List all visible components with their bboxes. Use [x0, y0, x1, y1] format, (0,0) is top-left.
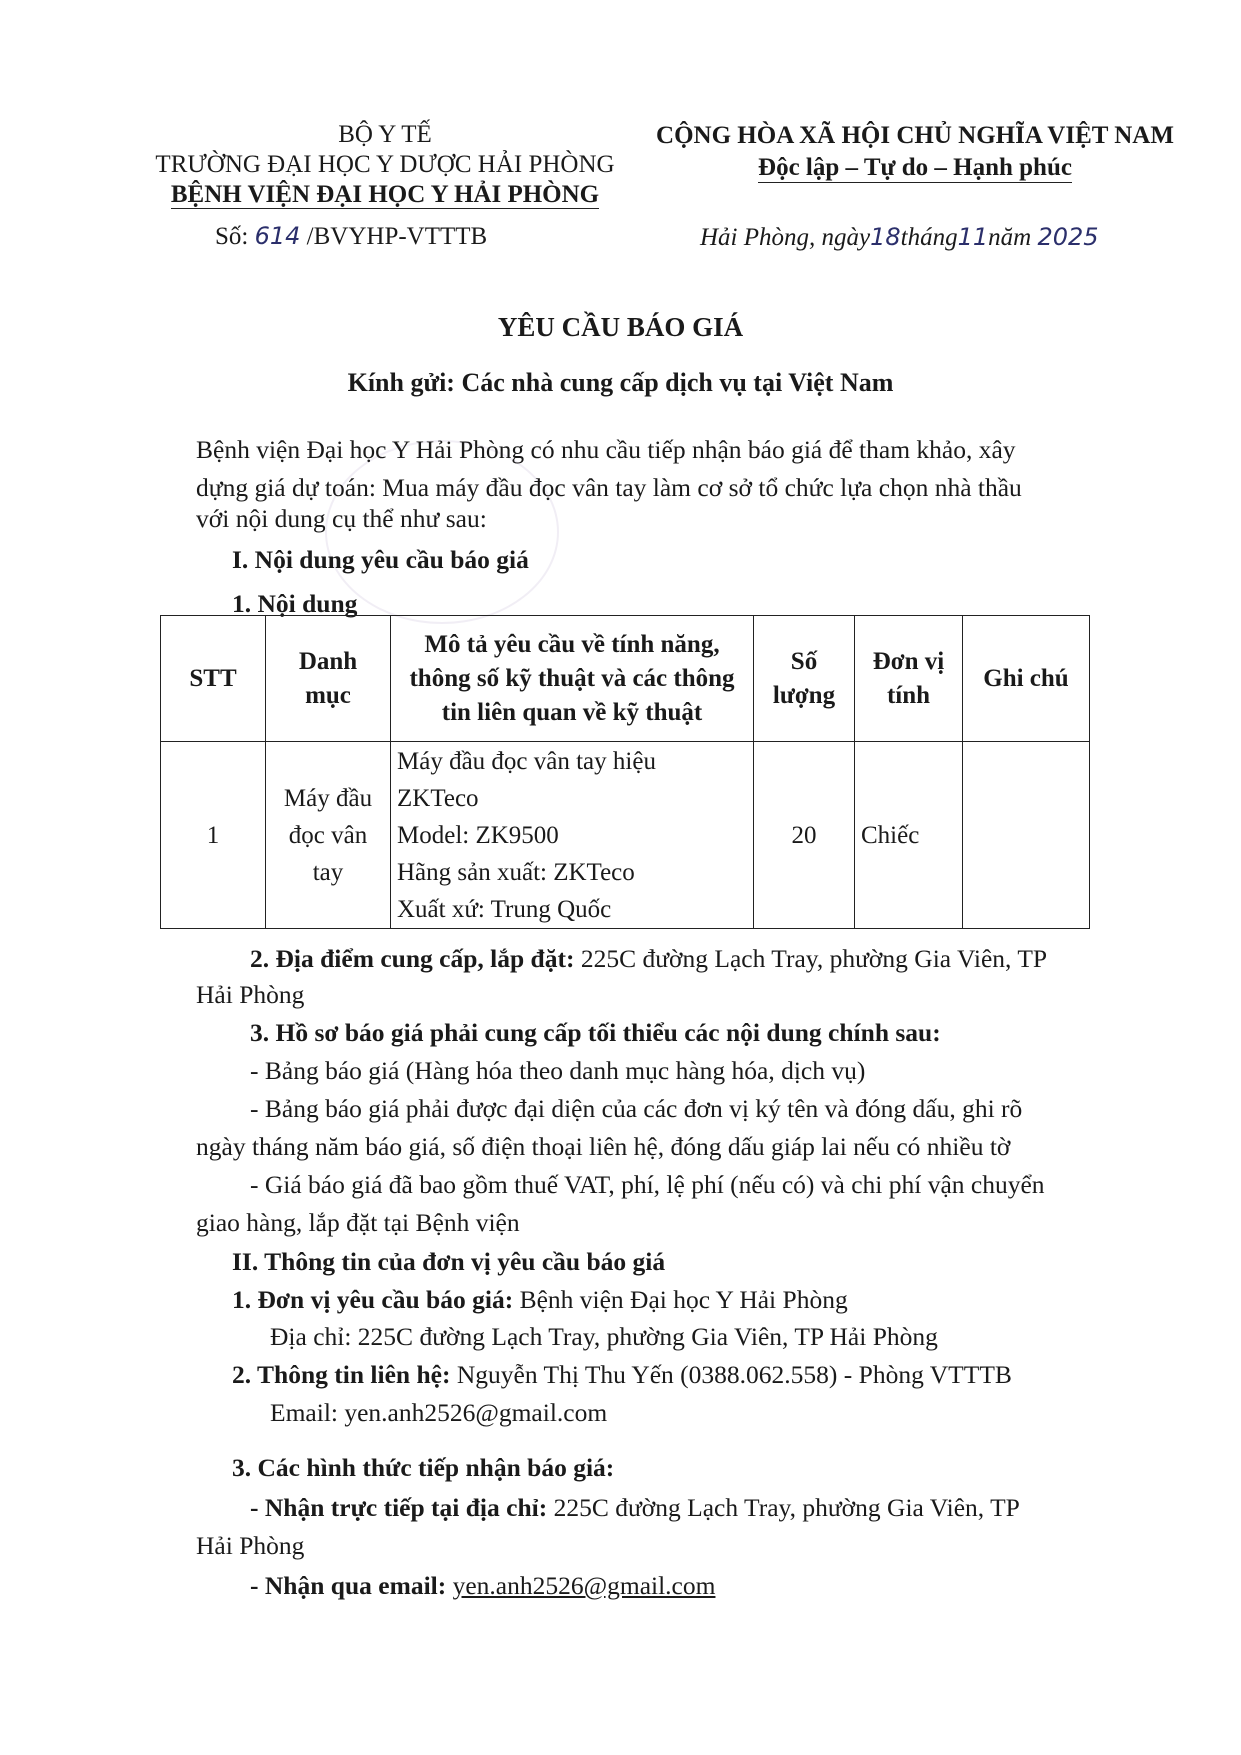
header-so-luong-1: Số: [790, 647, 818, 675]
intro-line-2: dựng giá dự toán: Mua máy đầu đọc vân tay làm cơ sở tổ chức lựa chọn nhà thầu: [196, 473, 1022, 502]
cell-danh-muc-1: Máy đầu: [283, 784, 373, 812]
date-prefix: Hải Phòng, ngày: [700, 224, 871, 251]
spec-table: [160, 615, 1090, 929]
receipt-email-label: - Nhận qua email:: [250, 1571, 447, 1600]
receipt-direct-value: 225C đường Lạch Tray, phường Gia Viên, TP: [547, 1493, 1020, 1522]
cell-mo-ta-1: Máy đầu đọc vân tay hiệu: [397, 747, 656, 775]
delivery-location: [250, 940, 1047, 978]
issue-date: [700, 223, 1099, 252]
requester-unit: [232, 1281, 848, 1319]
cell-danh-muc-3: tay: [312, 858, 344, 886]
receipt-email-link[interactable]: yen.anh2526@gmail.com: [452, 1571, 716, 1600]
ministry-name: BỘ Y TẾ: [338, 121, 432, 148]
date-month: 11: [957, 223, 989, 251]
country-name: CỘNG HÒA XÃ HỘI CHỦ NGHĨA VIỆT NAM: [656, 122, 1174, 149]
requirement-2-line-2: ngày tháng năm báo giá, số điện thoại liên hệ, đóng dấu giáp lai nếu có nhiều tờ: [196, 1132, 1011, 1161]
header-mo-ta: [391, 616, 754, 742]
delivery-label: 2. Địa điểm cung cấp, lắp đặt:: [250, 944, 575, 973]
doc-no-handwritten: 614: [254, 222, 301, 250]
header-don-vi: [855, 616, 963, 742]
receipt-email: [250, 1567, 715, 1605]
cell-mo-ta-5: Xuất xứ: Trung Quốc: [397, 895, 612, 923]
date-day: 18: [870, 223, 901, 251]
cell-mo-ta-4: Hãng sản xuất: ZKTeco: [397, 858, 635, 886]
table-header-row: [161, 616, 1090, 742]
cell-mo-ta-2: ZKTeco: [397, 784, 479, 812]
intro-line-3: với nội dung cụ thể như sau:: [196, 504, 487, 533]
date-year-label: năm: [988, 224, 1032, 251]
header-mo-ta-1: Mô tả yêu cầu về tính năng,: [424, 630, 720, 658]
issuer-header: [150, 120, 620, 210]
contact-email: Email: yen.anh2526@gmail.com: [270, 1398, 608, 1427]
header-don-vi-2: tính: [886, 681, 931, 709]
cell-ghi-chu: [963, 742, 1090, 929]
requester-address: Địa chỉ: 225C đường Lạch Tray, phường Gia Viên, TP Hải Phòng: [270, 1322, 938, 1351]
requester-label: 1. Đơn vị yêu cầu báo giá:: [232, 1285, 514, 1314]
cell-mo-ta-3: Model: ZK9500: [397, 821, 559, 849]
contact-label: 2. Thông tin liên hệ:: [232, 1360, 451, 1389]
header-danh-muc-1: Danh: [298, 647, 358, 675]
cell-stt: 1: [161, 742, 266, 929]
cell-danh-muc: [266, 742, 391, 929]
header-don-vi-1: Đơn vị: [872, 647, 945, 675]
delivery-value-cont: Hải Phòng: [196, 980, 305, 1009]
table-row: [161, 742, 1090, 929]
cell-danh-muc-2: đọc vân: [288, 821, 368, 849]
header-ghi-chu: Ghi chú: [963, 616, 1090, 742]
requirement-1: - Bảng báo giá (Hàng hóa theo danh mục hàng hóa, dịch vụ): [250, 1056, 866, 1085]
doc-no-prefix: Số:: [215, 223, 249, 250]
recipient-line: Kính gửi: Các nhà cung cấp dịch vụ tại Việt Nam: [347, 368, 894, 397]
delivery-value: 225C đường Lạch Tray, phường Gia Viên, TP: [574, 944, 1048, 973]
date-month-label: tháng: [900, 224, 958, 251]
doc-no-suffix: /BVYHP-VTTTB: [306, 223, 488, 250]
receipt-direct-label: - Nhận trực tiếp tại địa chỉ:: [250, 1493, 548, 1522]
receipt-methods-heading: 3. Các hình thức tiếp nhận báo giá:: [232, 1453, 615, 1482]
header-so-luong-2: lượng: [772, 681, 836, 709]
section-2-heading: II. Thông tin của đơn vị yêu cầu báo giá: [232, 1247, 666, 1276]
requirement-3-line-2: giao hàng, lắp đặt tại Bệnh viện: [196, 1208, 520, 1237]
requirement-3-line-1: - Giá báo giá đã bao gồm thuế VAT, phí, lệ phí (nếu có) và chi phí vận chuyển: [250, 1170, 1045, 1199]
cell-don-vi: Chiếc: [855, 742, 963, 929]
cell-so-luong: 20: [754, 742, 855, 929]
contact-info: [232, 1356, 1012, 1394]
header-danh-muc-2: mục: [305, 681, 351, 709]
quote-requirements-heading: 3. Hồ sơ báo giá phải cung cấp tối thiểu các nội dung chính sau:: [250, 1018, 941, 1047]
intro-line-1: Bệnh viện Đại học Y Hải Phòng có nhu cầu tiếp nhận báo giá để tham khảo, xây: [196, 435, 1016, 464]
hospital-name: BỆNH VIỆN ĐẠI HỌC Y HẢI PHÒNG: [170, 181, 600, 208]
cell-mo-ta: [391, 742, 754, 929]
header-mo-ta-3: tin liên quan về kỹ thuật: [441, 698, 703, 726]
national-motto: Độc lập – Tự do – Hạnh phúc: [758, 154, 1072, 181]
receipt-direct-value-cont: Hải Phòng: [196, 1531, 305, 1560]
receipt-direct: [250, 1489, 1020, 1527]
header-mo-ta-2: thông số kỹ thuật và các thông: [409, 664, 735, 692]
requester-value: Bệnh viện Đại học Y Hải Phòng: [513, 1285, 848, 1314]
university-name: TRƯỜNG ĐẠI HỌC Y DƯỢC HẢI PHÒNG: [155, 151, 615, 178]
header-so-luong: [754, 616, 855, 742]
section-1-sub-1: 1. Nội dung: [232, 589, 358, 618]
document-number: [215, 222, 487, 251]
date-year: 2025: [1037, 223, 1099, 251]
document-title: YÊU CẦU BÁO GIÁ: [497, 312, 744, 342]
contact-value: Nguyễn Thị Thu Yến (0388.062.558) - Phòng VTTTB: [450, 1360, 1012, 1389]
requirement-2-line-1: - Bảng báo giá phải được đại diện của các đơn vị ký tên và đóng dấu, ghi rõ: [250, 1094, 1023, 1123]
national-header: [645, 120, 1185, 184]
section-1-heading: I. Nội dung yêu cầu báo giá: [232, 545, 529, 574]
header-stt: STT: [161, 616, 266, 742]
header-danh-muc: [266, 616, 391, 742]
